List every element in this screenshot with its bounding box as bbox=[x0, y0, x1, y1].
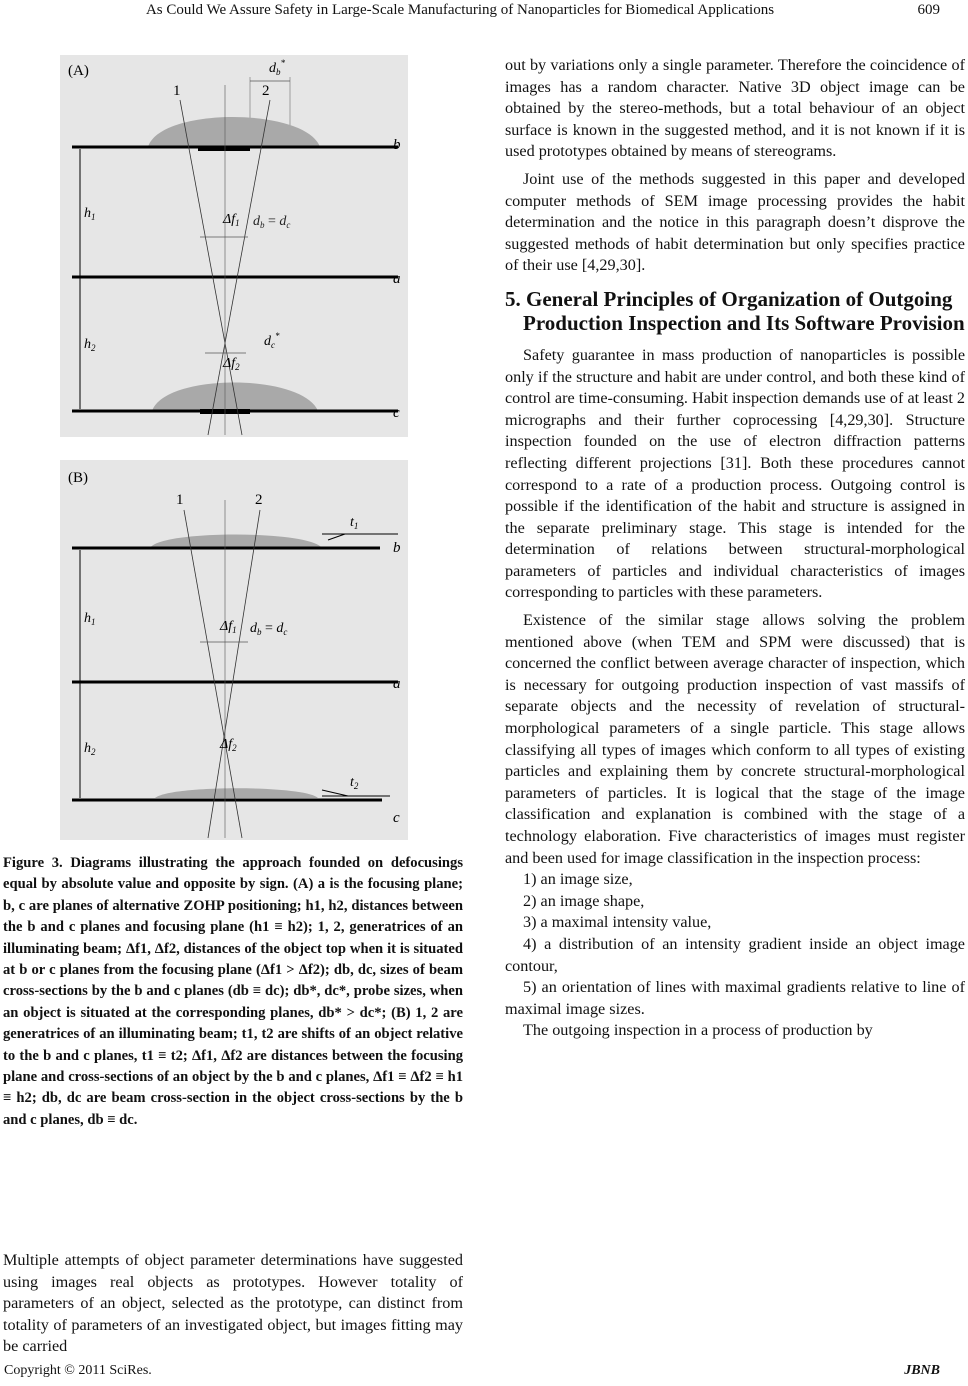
plane-c-label-b: c bbox=[393, 810, 400, 826]
dc-star-label: $d_c^*$ bbox=[264, 331, 280, 350]
object-top-b bbox=[150, 535, 322, 549]
h1-label: $h_1$ bbox=[84, 206, 96, 222]
t2-label: $t_2$ bbox=[350, 775, 359, 791]
generatrix-1-label-b: 1 bbox=[176, 492, 184, 508]
list-item: 2) an image shape, bbox=[523, 891, 645, 910]
h2-label-b: $h_2$ bbox=[84, 741, 96, 757]
paragraph-3: Safety guarantee in mass production of nanoparticles is possible only if the structure and habit are under control, and both these kind of control are time-consuming. Habit inspection demands use of at least 2 micrographs and their further coprocessing [4,29,30]. Structure inspection founded on the use of electron diffraction patterns reflecting different projections [31]. Both these procedures cannot correspond to a rate of a production process. Outgoing control is possible if the identification of the habit and structure is assigned in the separate preliminary stage. This stage is intended for the determination of relations between structural-morphological parameters of particles and individual characteristics of images corresponding to particles with these parameters. bbox=[505, 345, 965, 602]
t1-label: $t_1$ bbox=[350, 515, 359, 531]
list-item: 4) a distribution of an intensity gradient inside an object image contour, bbox=[505, 934, 965, 975]
list-item: 3) a maximal intensity value, bbox=[523, 913, 712, 932]
plane-b-label: b bbox=[393, 137, 401, 153]
beam-section-b bbox=[198, 146, 250, 151]
right-column bbox=[505, 55, 965, 1042]
db-equals-dc-label-b: $d_b = d_c$ bbox=[250, 621, 288, 637]
paragraph-2: Joint use of the methods suggested in this paper and developed computer methods of SEM image processing provides the habit determination and the notice in this paragraph doesn’t disprove the suggested methods of habit determination but only specifies practice of their use [4,29,30]. bbox=[505, 169, 965, 275]
panel-b-label: (B) bbox=[68, 470, 88, 486]
h1-label-b: $h_1$ bbox=[84, 611, 96, 627]
figure-panel-b bbox=[60, 460, 408, 840]
plane-a-label: a bbox=[393, 271, 401, 287]
plane-a-label-b: a bbox=[393, 676, 401, 692]
paragraph-5: The outgoing inspection in a process of production by bbox=[523, 1021, 873, 1040]
figure-caption: Figure 3. Diagrams illustrating the approach founded on defocusings equal by absolute value and opposite by sign. (A) a is the focusing plane; b, c are planes of alternative ZOHP positioning; h1, h2, distances between the b and c planes and focusing plane (h1 ≡ h2); 1, 2, generatrices of an illuminating beam; Δf1, Δf2, distances of the object top when it is situated at b or c planes from the focusing plane (Δf1 > Δf2); db, dc, sizes of beam cross-sections by the b and c planes (db ≡ dc); db*, dc*, probe sizes, when an object is situated at the corresponding planes, db* > dc*; (B) 1, 2 are generatrices of an illuminating beam; t1, t2 are shifts of an object relative to the b and c planes, t1 ≡ t2; Δf1, Δf2 are distances between the focusing plane and cross-sections of an object by the b and c planes, Δf1 ≡ Δf2 ≡ h1 ≡ h2; db, dc are beam cross-section in the object cross-sections by the b and c planes, db ≡ dc. bbox=[3, 855, 463, 1128]
object-bottom-b bbox=[155, 788, 318, 798]
diagram-b bbox=[60, 460, 408, 840]
delta-f1-label-b: $\Delta f_1$ bbox=[220, 619, 237, 635]
footer-journal: JBNB bbox=[904, 1363, 940, 1378]
generatrix-1-label: 1 bbox=[173, 83, 181, 99]
delta-f2-label-b: $\Delta f_2$ bbox=[220, 737, 237, 753]
section-heading: 5. General Principles of Organization of Outgoing Production Inspection and Its Software Provision bbox=[505, 286, 965, 335]
page-number: 609 bbox=[917, 2, 940, 18]
panel-a-label: (A) bbox=[68, 63, 89, 79]
delta-f1-label: $\Delta f_1$ bbox=[223, 212, 240, 228]
figure-panel-a bbox=[60, 55, 408, 437]
generatrix-2-label-b: 2 bbox=[255, 492, 263, 508]
plane-c-label: c bbox=[393, 405, 400, 421]
left-body-text bbox=[3, 1250, 463, 1358]
paragraph-4: Existence of the similar stage allows solving the problem mentioned above (when TEM and SPM were discussed) that is concerned the conflict between average character of inspection, which is necessary for outgoing production inspection of vast massifs of separate objects and the necessity of revelation of structural-morphological parameters of a single particle. This stage allows classifying all types of images which conform to all types of existing particles and explaining them by concrete structural-morphological parameters of particles. It is logical that the stage of the image classification and explanation is combined with the stage of a technology elaboration. Five characteristics of images must register and been used for image classification in the inspection process: bbox=[505, 611, 965, 867]
db-equals-dc-label: $d_b = d_c$ bbox=[253, 214, 291, 230]
plane-b-label-b: b bbox=[393, 540, 401, 556]
paragraph-1: out by variations only a single parameter. Therefore the coincidence of images has a random character. Native 3D object image can be obtained by the stereo-methods, but a total behaviour of an object surface is known in the suggested method, and it is not known if it is used prototypes obtained by means of stereograms. bbox=[505, 56, 965, 161]
diagram-a bbox=[60, 55, 408, 437]
object-top bbox=[148, 117, 320, 147]
h2-label: $h_2$ bbox=[84, 337, 96, 353]
left-paragraph: Multiple attempts of object parameter determinations have suggested using images real objects as prototypes. However totality of parameters of an object, selected as the prototype, can distinct from totality of parameters of an investigated object, but images fitting may be carried bbox=[3, 1251, 463, 1356]
delta-f2-label: $\Delta f_2$ bbox=[223, 356, 240, 372]
footer-copyright: Copyright © 2011 SciRes. bbox=[4, 1363, 152, 1378]
db-star-label: $d_b^*$ bbox=[269, 58, 285, 77]
list-item: 1) an image size, bbox=[523, 870, 633, 889]
generatrix-2-label: 2 bbox=[262, 83, 270, 99]
running-title: As Could We Assure Safety in Large-Scale Manufacturing of Nanoparticles for Biomedical Applications bbox=[145, 2, 775, 18]
list-item: 5) an orientation of lines with maximal gradients relative to line of maximal image sizes. bbox=[505, 978, 965, 1018]
